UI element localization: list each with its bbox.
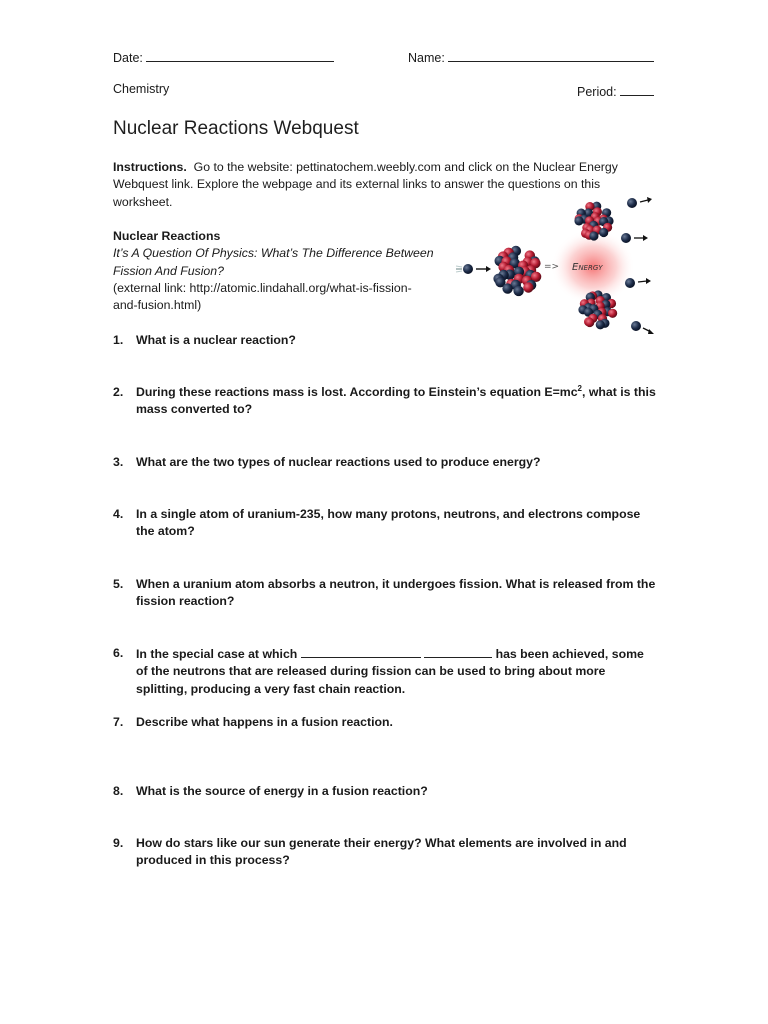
question-text: When a uranium atom absorbs a neutron, it undergoes fission. What is released from the fission reaction? bbox=[136, 577, 656, 609]
nucleon bbox=[574, 216, 583, 225]
instructions-lead: Instructions. bbox=[113, 160, 187, 174]
question-text bbox=[136, 384, 658, 419]
question-text-part: During these reactions mass is lost. According to Einstein’s equation E=mc bbox=[136, 385, 578, 399]
section-subtitle-line2: Fission And Fusion? bbox=[113, 263, 224, 278]
nucleon bbox=[502, 283, 512, 293]
question-number: 6. bbox=[113, 646, 124, 660]
uranium-nucleus bbox=[493, 246, 541, 296]
question-1 bbox=[113, 332, 658, 349]
energy-label: Energy bbox=[572, 262, 603, 273]
question-8 bbox=[113, 783, 658, 800]
question-text-part: has been achieved, some of the neutrons that are released during fission can be used to bring about more splitting, producing a very fast chain reaction. bbox=[136, 647, 644, 696]
question-text bbox=[136, 645, 658, 698]
superscript: 2 bbox=[577, 383, 582, 393]
question-text-part: , what is this mass converted to? bbox=[136, 385, 656, 417]
question-5 bbox=[113, 576, 658, 611]
question-text: How do stars like our sun generate their energy? What elements are involved in and produced in this process? bbox=[136, 836, 627, 868]
section-nuclear-reactions bbox=[113, 228, 448, 314]
fission-diagram bbox=[448, 195, 663, 340]
page-title: Nuclear Reactions Webquest bbox=[113, 118, 359, 139]
question-text: In a single atom of uranium-235, how many protons, neutrons, and electrons compose the atom? bbox=[136, 507, 641, 539]
question-number: 2. bbox=[113, 385, 124, 399]
subject-label: Chemistry bbox=[113, 82, 170, 96]
question-6 bbox=[113, 645, 658, 698]
section-subtitle-line1: It’s A Question Of Physics: What’s The Difference Between bbox=[113, 246, 434, 261]
answer-blank-1[interactable] bbox=[301, 645, 421, 658]
date-field bbox=[113, 48, 334, 65]
period-field bbox=[577, 82, 654, 99]
arrow-text: => bbox=[544, 262, 560, 272]
external-link-line1[interactable]: (external link: http://atomic.lindahall.org/what-is-fission- bbox=[113, 280, 412, 295]
nucleon bbox=[513, 286, 523, 296]
period-blank[interactable] bbox=[620, 82, 654, 96]
question-text: What is a nuclear reaction? bbox=[136, 333, 296, 347]
nucleon bbox=[596, 320, 605, 329]
question-4 bbox=[113, 506, 658, 541]
nucleon bbox=[599, 228, 608, 237]
date-blank[interactable] bbox=[146, 48, 334, 62]
question-number: 1. bbox=[113, 333, 124, 347]
external-link-line2[interactable]: and-fusion.html) bbox=[113, 298, 202, 313]
date-label: Date: bbox=[113, 51, 143, 65]
question-3 bbox=[113, 454, 658, 471]
released-neutron-1 bbox=[627, 197, 652, 208]
question-7 bbox=[113, 714, 658, 731]
answer-blank-2[interactable] bbox=[424, 645, 492, 658]
question-number: 8. bbox=[113, 784, 124, 798]
incoming-neutron bbox=[456, 264, 491, 274]
question-number: 7. bbox=[113, 715, 124, 729]
period-label: Period: bbox=[577, 85, 617, 99]
nucleon bbox=[608, 309, 617, 318]
question-number: 5. bbox=[113, 577, 124, 591]
question-number: 9. bbox=[113, 836, 124, 850]
question-text: What are the two types of nuclear reactions used to produce energy? bbox=[136, 455, 541, 469]
instructions-line1: Go to the website: pettinatochem.weebly.com and click on the Nuclear Energy bbox=[193, 160, 618, 174]
name-label: Name: bbox=[408, 51, 445, 65]
question-text: Describe what happens in a fusion reaction. bbox=[136, 715, 393, 729]
question-2 bbox=[113, 384, 658, 419]
question-text: What is the source of energy in a fusion reaction? bbox=[136, 784, 428, 798]
nucleon bbox=[585, 318, 594, 327]
instructions-line3: worksheet. bbox=[113, 194, 173, 209]
question-number: 4. bbox=[113, 507, 124, 521]
nucleon bbox=[589, 231, 598, 240]
question-text-part: In the special case at which bbox=[136, 647, 298, 661]
question-number: 3. bbox=[113, 455, 124, 469]
nucleon bbox=[523, 282, 533, 292]
instructions-line2: Webquest link. Explore the webpage and its external links to answer the questions on this bbox=[113, 177, 601, 192]
released-neutron-3 bbox=[625, 278, 651, 288]
name-blank[interactable] bbox=[448, 48, 654, 62]
question-9 bbox=[113, 835, 658, 870]
section-heading: Nuclear Reactions bbox=[113, 229, 221, 243]
released-neutron-2 bbox=[621, 233, 648, 243]
name-field bbox=[408, 48, 654, 65]
